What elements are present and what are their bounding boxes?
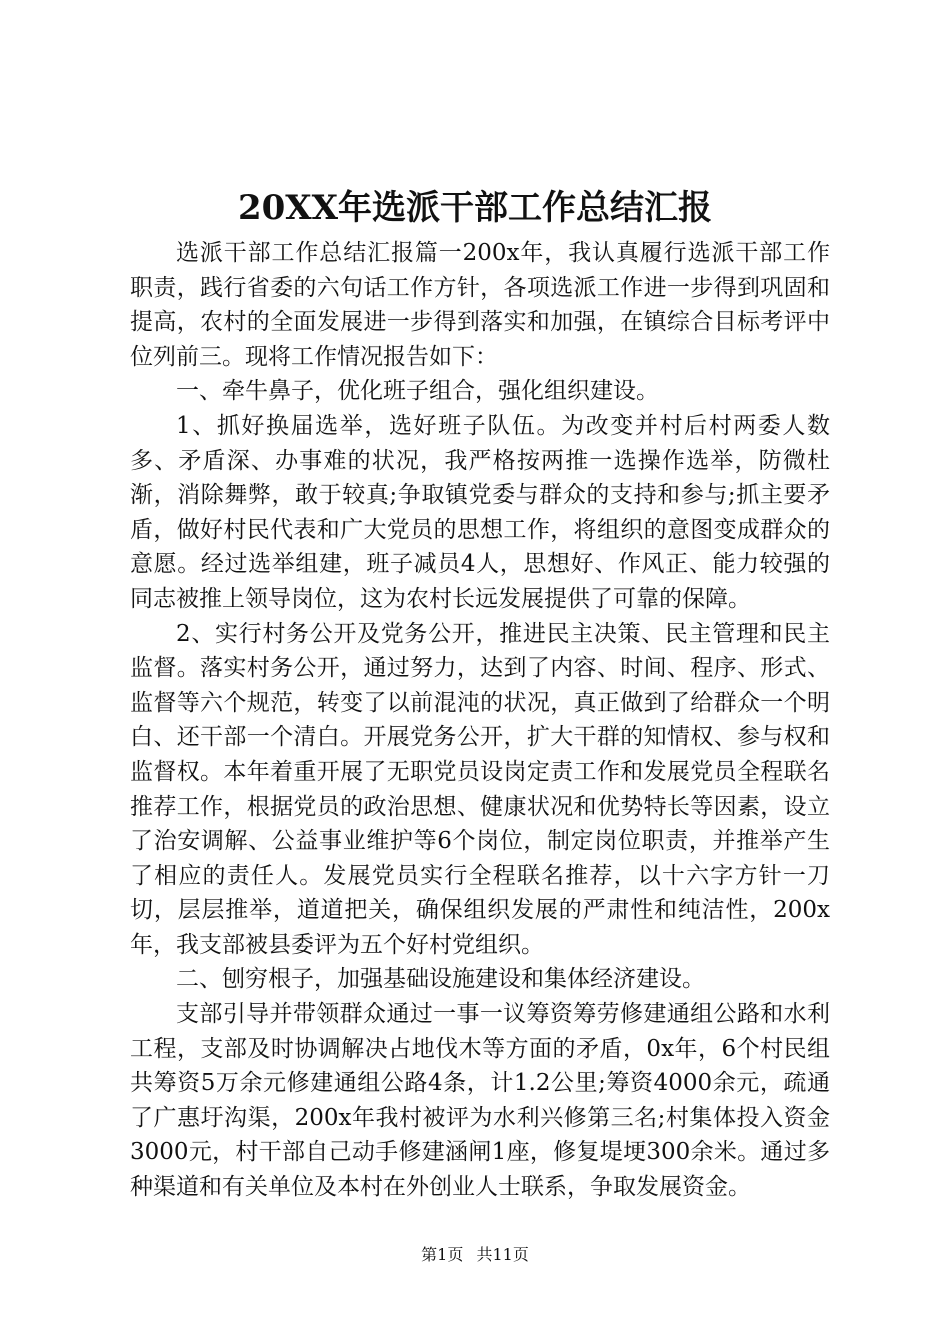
page-footer xyxy=(0,1244,950,1266)
section-heading-2: 二、刨穷根子，加强基础设施建设和集体经济建设。 xyxy=(176,966,705,993)
section-heading-1: 一、牵牛鼻子，优化班子组合，强化组织建设。 xyxy=(176,378,659,405)
document-body xyxy=(130,236,830,1205)
page-number: 第1页 xyxy=(421,1245,464,1264)
paragraph-1-2: 2、实行村务公开及党务公开，推进民主决策、民主管理和民主监督。落实村务公开，通过努力，达到了内容、时间、程序、形式、监督等六个规范，转变了以前混沌的状况，真正做到了给群众一个明白、还干部一个清白。开展党务公开，扩大干群的知情权、参与权和监督权。本年着重开展了无职党员设岗定责工作和发展党员全程联名推荐工作，根据党员的政治思想、健康状况和优势特长等因素，设立了治安调解、公益事业维护等6个岗位，制定岗位职责，并推举产生了相应的责任人。发展党员实行全程联名推荐，以十六字方针一刀切，层层推举，道道把关，确保组织发展的严肃性和纯洁性，200x年，我支部被县委评为五个好村党组织。 xyxy=(130,620,830,958)
paragraph-intro: 选派干部工作总结汇报篇一200x年，我认真履行选派干部工作职责，践行省委的六句话工作方针，各项选派工作进一步得到巩固和提高，农村的全面发展进一步得到落实和加强，在镇综合目标考评中位列前三。现将工作情况报告如下： xyxy=(130,240,830,370)
paragraph-1-1: 1、抓好换届选举，选好班子队伍。为改变并村后村两委人数多、矛盾深、办事难的状况，我严格按两推一选操作选举，防微杜渐，消除舞弊，敢于较真;争取镇党委与群众的支持和参与;抓主要矛盾，做好村民代表和广大党员的思想工作，将组织的意图变成群众的意愿。经过选举组建，班子减员4人，思想好、作风正、能力较强的同志被推上领导岗位，这为农村长远发展提供了可靠的保障。 xyxy=(130,412,830,612)
paragraph-2-1: 支部引导并带领群众通过一事一议筹资筹劳修建通组公路和水利工程，支部及时协调解决占地伐木等方面的矛盾，0x年，6个村民组共筹资5万余元修建通组公路4条，计1.2公里;筹资4000余元，疏通了广惠圩沟渠，200x年我村被评为水利兴修第三名;村集体投入资金3000元，村干部自己动手修建涵闸1座，修复堤埂300余米。通过多种渠道和有关单位及本村在外创业人士联系，争取发展资金。 xyxy=(130,1001,830,1201)
document-title: 20XX年选派干部工作总结汇报 xyxy=(237,188,713,228)
page-total: 共11页 xyxy=(476,1245,529,1264)
